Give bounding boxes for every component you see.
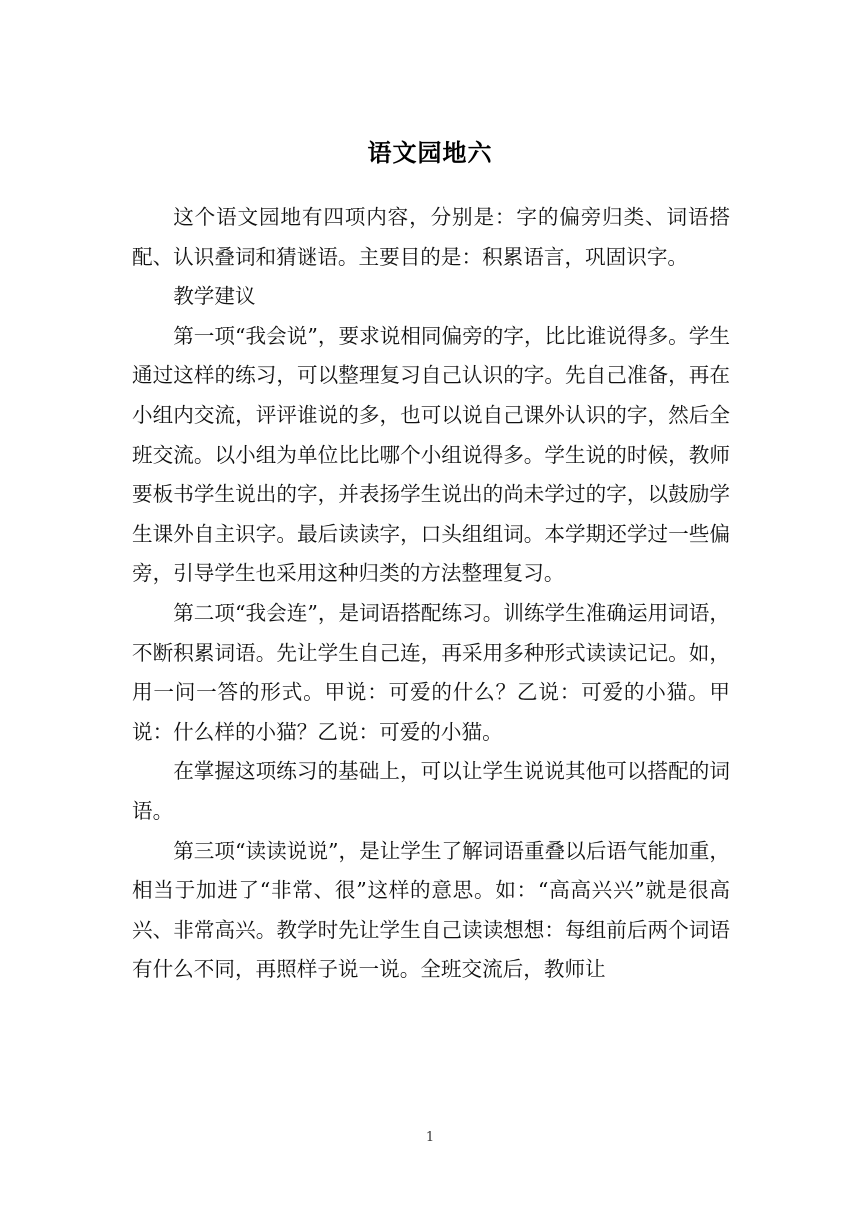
page-number: 1: [425, 1130, 435, 1145]
page-title: 语文园地六: [367, 138, 493, 167]
paragraph-item-two-extension: 在掌握这项练习的基础上，可以让学生说说其他可以搭配的词语。: [132, 759, 730, 823]
paragraph-item-one: 第一项“我会说”，要求说相同偏旁的字，比比谁说得多。学生通过这样的练习，可以整理复习自己认识的字。先自己准备，再在小组内交流，评评谁说的多，也可以说自己课外认识的字，然后全班交流。以小组为单位比比哪个小组说得多。学生说的时候，教师要板书学生说出的字，并表扬学生说出的尚未学过的字，以鼓励学生课外自主识字。最后读读字，口头组组词。本学期还学过一些偏旁，引导学生也采用这种归类的方法整理复习。: [132, 323, 730, 586]
paragraph-item-two: 第二项“我会连”，是词语搭配练习。训练学生准确运用词语，不断积累词语。先让学生自己连，再采用多种形式读读记记。如，用一问一答的形式。甲说：可爱的什么？乙说：可爱的小猫。甲说：什么样的小猫？乙说：可爱的小猫。: [132, 600, 730, 744]
paragraph-intro: 这个语文园地有四项内容，分别是：字的偏旁归类、词语搭配、认识叠词和猜谜语。主要目的是：积累语言，巩固识字。: [132, 205, 730, 269]
paragraph-item-three: 第三项“读读说说”，是让学生了解词语重叠以后语气能加重，相当于加进了“非常、很”这样的意思。如：“高高兴兴”就是很高兴、非常高兴。教学时先让学生自己读读想想：每组前后两个词语有什么不同，再照样子说一说。全班交流后，教师让: [132, 838, 730, 982]
document-body: [132, 198, 730, 990]
paragraph-heading-teaching-suggestions: 教学建议: [173, 284, 256, 309]
